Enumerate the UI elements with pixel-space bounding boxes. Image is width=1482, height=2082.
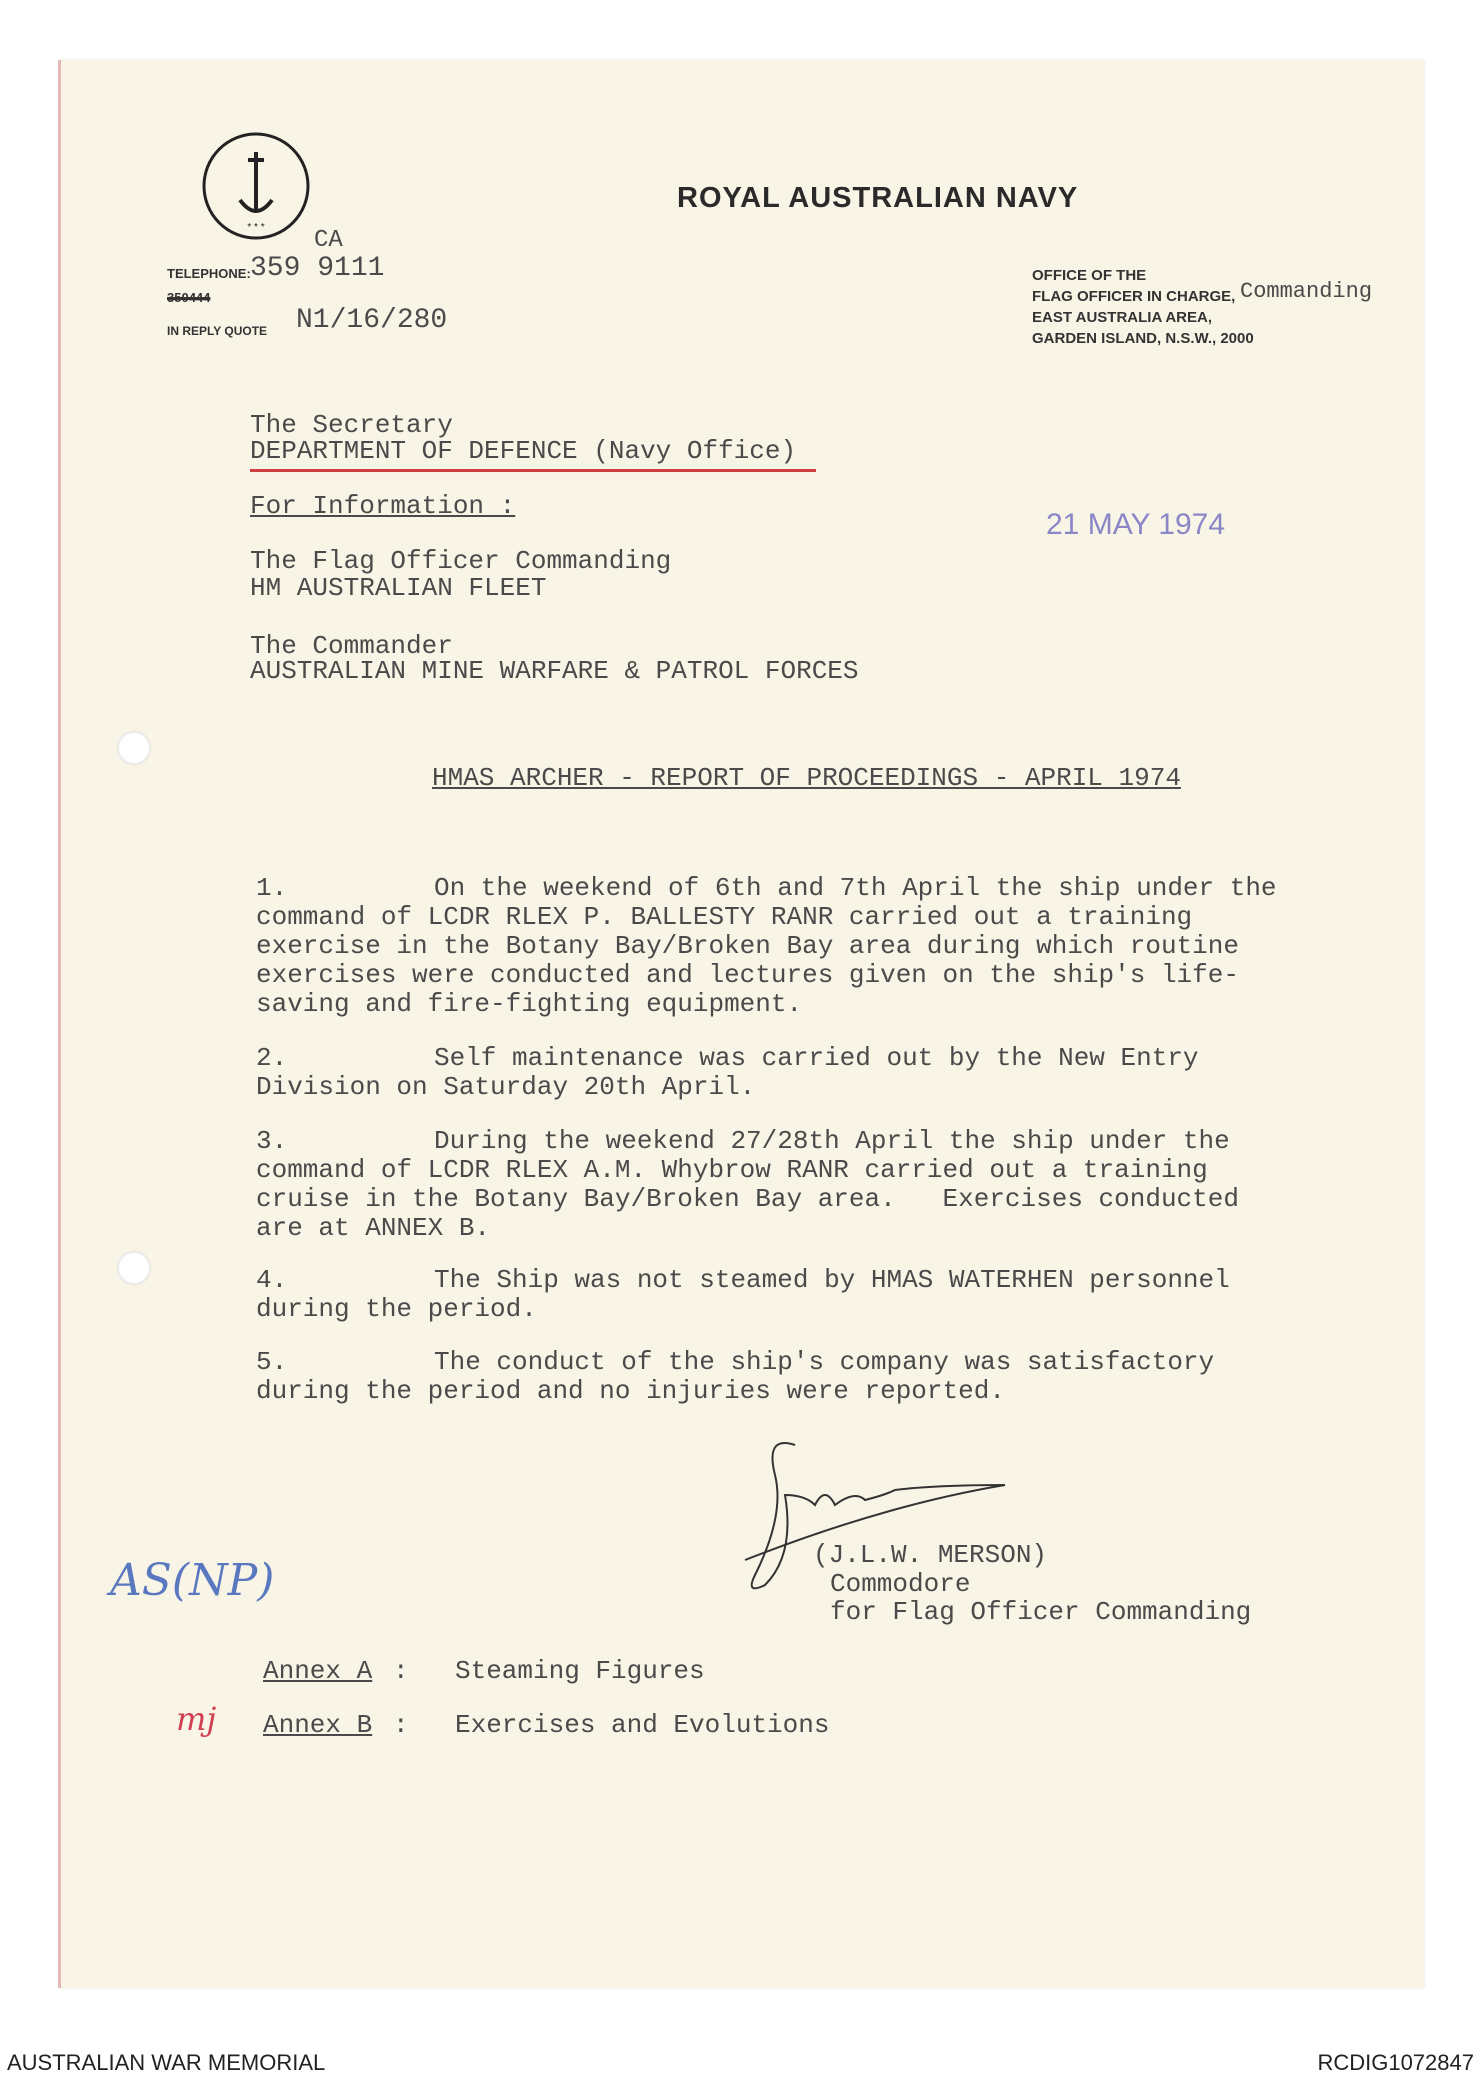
ca-mark: CA	[314, 227, 343, 254]
info-recipient-1-line-2: HM AUSTRALIAN FLEET	[250, 573, 547, 603]
annex-a-label: Annex A	[263, 1656, 373, 1686]
paragraph-line: are at ANNEX B.	[256, 1213, 491, 1243]
reply-reference: N1/16/280	[296, 305, 448, 336]
paragraph-line: during the period and no injuries were reported.	[256, 1376, 1005, 1406]
signatory-name: (J.L.W. MERSON)	[813, 1540, 1048, 1570]
office-line-1: OFFICE OF THE	[1032, 267, 1147, 284]
punch-hole	[117, 1251, 151, 1285]
paragraph-line: command of LCDR RLEX A.M. Whybrow RANR carried out a training	[256, 1155, 1208, 1185]
paragraph-line: exercise in the Botany Bay/Broken Bay area during which routine	[256, 931, 1239, 961]
telephone-number: 359 9111	[250, 253, 385, 284]
office-line-3: EAST AUSTRALIA AREA,	[1032, 309, 1212, 326]
paragraph-number: 4.	[256, 1265, 288, 1295]
handwritten-initials: mj	[176, 1700, 217, 1738]
subject-heading: HMAS ARCHER - REPORT OF PROCEEDINGS - APRIL 1974	[432, 763, 1181, 793]
info-recipient-2-line-2: AUSTRALIAN MINE WARFARE & PATROL FORCES	[250, 656, 859, 686]
office-correction: Commanding	[1240, 279, 1373, 304]
old-telephone-struck: 350444	[167, 290, 211, 305]
annex-a-title: Steaming Figures	[455, 1656, 705, 1686]
paragraph-line: exercises were conducted and lectures given on the ship's life-	[256, 960, 1239, 990]
annex-b-title: Exercises and Evolutions	[455, 1710, 830, 1740]
date-stamp: 21 MAY 1974	[1046, 508, 1226, 541]
annex-b-label: Annex B	[263, 1710, 373, 1740]
office-line-4: GARDEN ISLAND, N.S.W., 2000	[1032, 330, 1254, 347]
reply-label: IN REPLY QUOTE	[167, 324, 268, 338]
punch-hole	[117, 731, 151, 765]
info-recipient-1-line-1: The Flag Officer Commanding	[250, 546, 672, 576]
signatory-rank: Commodore	[830, 1569, 971, 1599]
letterhead-title: ROYAL AUSTRALIAN NAVY	[677, 182, 1079, 214]
paragraph-line: Self maintenance was carried out by the New Entry	[434, 1043, 1199, 1073]
addressee-line-1: The Secretary	[250, 410, 453, 440]
signatory-for: for Flag Officer Commanding	[830, 1597, 1252, 1627]
office-line-2: FLAG OFFICER IN CHARGE,	[1032, 288, 1236, 305]
paragraph-line: On the weekend of 6th and 7th April the ship under the	[434, 873, 1277, 903]
paragraph-line: The Ship was not steamed by HMAS WATERHEN personnel	[434, 1265, 1230, 1295]
page-edge	[58, 60, 61, 1988]
info-recipient-2-line-1: The Commander	[250, 631, 453, 661]
footer-reference: RCDIG1072847	[1317, 2050, 1474, 2075]
annex-b-sep: :	[393, 1710, 409, 1740]
paragraph-line: Division on Saturday 20th April.	[256, 1072, 756, 1102]
for-information-label: For Information :	[250, 491, 516, 521]
paragraph-number: 5.	[256, 1347, 288, 1377]
paragraph-line: During the weekend 27/28th April the ship under the	[434, 1126, 1230, 1156]
paragraph-line: saving and fire-fighting equipment.	[256, 989, 803, 1019]
paragraph-number: 3.	[256, 1126, 288, 1156]
red-underline	[250, 469, 816, 472]
annex-a-sep: :	[393, 1656, 409, 1686]
paragraph-line: cruise in the Botany Bay/Broken Bay area. Exercises conducted	[256, 1184, 1239, 1214]
paragraph-line: command of LCDR RLEX P. BALLESTY RANR carried out a training	[256, 902, 1193, 932]
footer-institution: AUSTRALIAN WAR MEMORIAL	[7, 2050, 326, 2075]
paragraph-line: during the period.	[256, 1294, 537, 1324]
paragraph-line: The conduct of the ship's company was satisfactory	[434, 1347, 1215, 1377]
handwritten-note: AS(NP)	[110, 1555, 275, 1606]
addressee-line-2: DEPARTMENT OF DEFENCE (Navy Office)	[250, 436, 797, 466]
telephone-label: TELEPHONE:	[167, 266, 251, 281]
svg-text:* * *: * * *	[247, 222, 265, 233]
paragraph-number: 1.	[256, 873, 288, 903]
letter-page	[60, 60, 1424, 1988]
paragraph-number: 2.	[256, 1043, 288, 1073]
navy-crest-logo	[200, 130, 312, 242]
